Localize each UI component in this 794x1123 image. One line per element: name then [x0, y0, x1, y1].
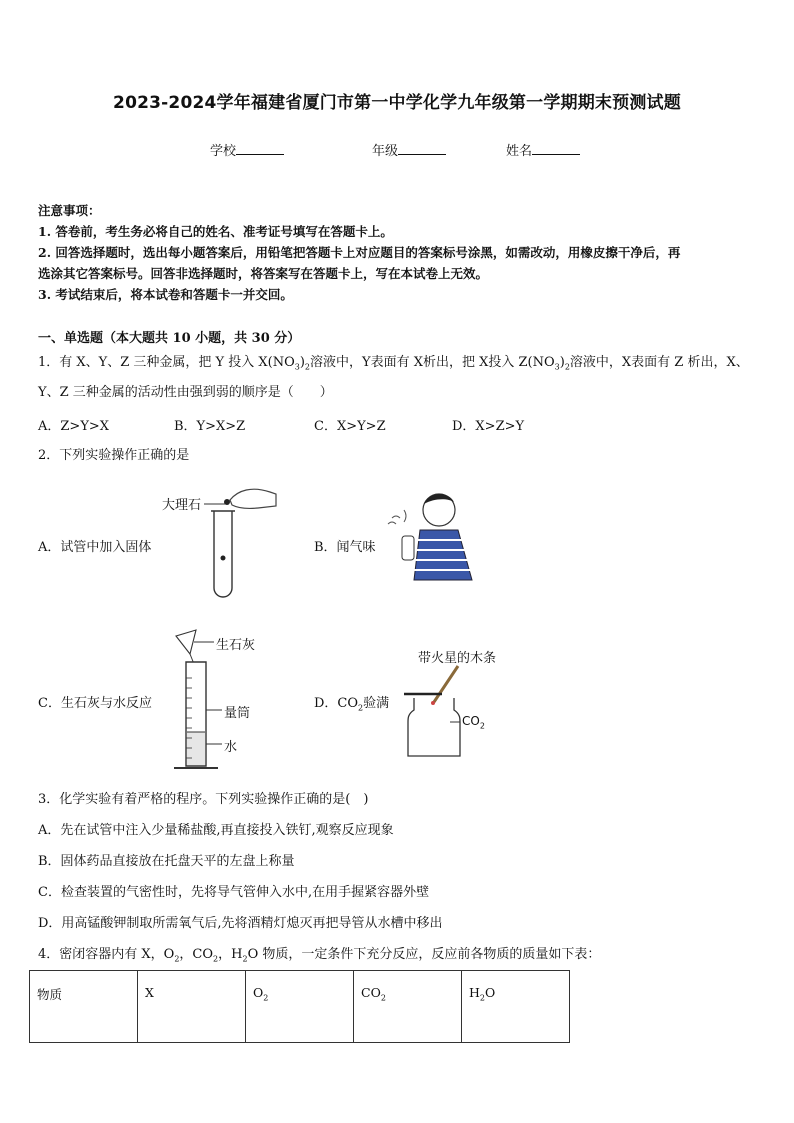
- q2-d-suffix: 验满: [363, 696, 390, 711]
- q2-d-label-gas: [462, 714, 485, 730]
- test-tube-icon: [214, 511, 232, 597]
- q4-stem-d: O 物质，一定条件下充分反应，反应前各物质的质量如下表：: [247, 947, 601, 962]
- notice-block: [38, 200, 768, 305]
- test-tube-figure: [200, 478, 280, 603]
- q1-text-b: ): [299, 355, 305, 370]
- co2-sub: 2: [380, 993, 386, 1003]
- q1-text-c: 溶液中，Y表面有 X析出，把 X投入 Z(NO: [310, 355, 555, 370]
- q1-option-d: D．X>Z>Y: [452, 419, 525, 434]
- table-row: [30, 971, 570, 1043]
- o2-text: O: [253, 985, 264, 1000]
- q1-sub-b2: 2: [564, 362, 570, 372]
- table-cell-substance: 物质: [30, 971, 138, 1043]
- name-blank: [532, 142, 580, 155]
- q4-stem-a: 4．密闭容器内有 X，O: [38, 947, 175, 962]
- q1-option-a: A．Z>Y>X: [38, 419, 110, 434]
- water-fill-icon: [187, 732, 205, 765]
- h2o-text-o: O: [485, 985, 496, 1000]
- hand-icon: [230, 489, 276, 508]
- notice-item-2-cont: 选涂其它答案标号。回答非选择题时，将答案写在答题卡上，写在本试卷上无效。: [38, 266, 489, 281]
- table-cell-o2: [246, 971, 354, 1043]
- person-body-icon: [414, 530, 472, 580]
- mass-table: [29, 970, 570, 1043]
- page-title: 2023-2024学年福建省厦门市第一中学化学九年级第一学期期末预测试题: [113, 93, 681, 113]
- table-cell-co2: [354, 971, 462, 1043]
- wooden-stick-icon: [434, 666, 458, 702]
- q2-option-d: [314, 692, 389, 713]
- q2-d-prefix: D．CO: [314, 696, 359, 711]
- q4-sub-3: 2: [242, 954, 248, 964]
- name-field: [506, 140, 580, 159]
- h2o-text-h: H: [469, 985, 480, 1000]
- table-cell-x: X: [138, 971, 246, 1043]
- q1-sub-a2: 2: [304, 362, 311, 372]
- q2-d-gas-sub: 2: [479, 721, 485, 731]
- q3-option-b: B．固体药品直接放在托盘天平的左盘上称量: [38, 854, 295, 869]
- q2-option-c: C．生石灰与水反应: [38, 696, 152, 711]
- notice-item-3: 3. 考试结束后，将本试卷和答题卡一并交回。: [38, 287, 293, 302]
- q2-d-label-stick: 带火星的木条: [418, 651, 497, 666]
- grade-label: 年级: [372, 144, 399, 159]
- q2-d-sub: 2: [358, 703, 364, 713]
- bottle-icon: [402, 536, 414, 560]
- q4-stem-b: ，CO: [179, 947, 214, 962]
- question-2-stem: 2．下列实验操作正确的是: [38, 448, 190, 463]
- grade-blank: [398, 142, 446, 155]
- gas-bottle-icon: [408, 698, 460, 756]
- school-label: 学校: [210, 144, 237, 159]
- q4-stem-c: ，H: [218, 947, 243, 962]
- question-1-line-1: [38, 353, 768, 378]
- q2-a-label-marble: 大理石: [162, 498, 202, 513]
- q2-option-a: A．试管中加入固体: [38, 540, 152, 555]
- q1-text-a: 1．有 X、Y、Z 三种金属，把 Y 投入 X(NO: [38, 355, 295, 370]
- q3-option-c: C．检查装置的气密性时，先将导气管伸入水中,在用手握紧容器外壁: [38, 885, 430, 900]
- q2-c-label-cylinder: 量筒: [224, 706, 251, 721]
- q3-option-d: D．用高锰酸钾制取所需氧气后,先将酒精灯熄灭再把导管从水槽中移出: [38, 916, 443, 931]
- q2-c-label-water: 水: [224, 740, 238, 755]
- paper-icon: [176, 630, 196, 654]
- question-1-line-2: Y、Z 三种金属的活动性由强到弱的顺序是（ ）: [38, 385, 333, 400]
- question-3-stem: 3．化学实验有着严格的程序。下列实验操作正确的是( ): [38, 792, 369, 807]
- school-blank: [236, 142, 284, 155]
- school-field: [210, 140, 284, 159]
- q1-option-c: C．X>Y>Z: [314, 419, 386, 434]
- q2-d-gas-text: CO: [462, 714, 480, 728]
- q2-option-b: B．闻气味: [314, 540, 376, 555]
- section-heading: 一、单选题（本大题共 10 小题，共 30 分）: [38, 331, 301, 346]
- q4-sub-1: 2: [174, 954, 180, 964]
- q1-sub-a1: 3: [294, 362, 300, 372]
- o2-sub: 2: [263, 993, 269, 1003]
- co2-text: CO: [361, 985, 381, 1000]
- q1-sub-b1: 3: [554, 362, 560, 372]
- marble-in-tube-icon: [221, 556, 226, 561]
- q2-c-label-lime: 生石灰: [216, 638, 256, 653]
- grade-field: [372, 140, 446, 159]
- table-cell-h2o: [462, 971, 570, 1043]
- notice-item-1: 1. 答卷前，考生务必将自己的姓名、准考证号填写在答题卡上。: [38, 224, 393, 239]
- notice-item-2: 2. 回答选择题时，选出每小题答案后，用铅笔把答题卡上对应题目的答案标号涂黑，如需改动，用橡皮擦干净后，再: [38, 245, 681, 260]
- name-label: 姓名: [506, 144, 533, 159]
- question-4-stem: [38, 945, 600, 970]
- q1-text-d: ): [559, 355, 565, 370]
- q1-option-b: B．Y>X>Z: [174, 419, 246, 434]
- q1-text-e: 溶液中，X表面有 Z 析出，X、: [569, 355, 749, 370]
- smelling-figure: [384, 488, 479, 588]
- h2o-sub: 2: [479, 993, 485, 1003]
- q4-sub-2: 2: [213, 954, 219, 964]
- q3-option-a: A．先在试管中注入少量稀盐酸,再直接投入铁钉,观察反应现象: [38, 823, 394, 838]
- notice-heading: 注意事项：: [38, 203, 101, 218]
